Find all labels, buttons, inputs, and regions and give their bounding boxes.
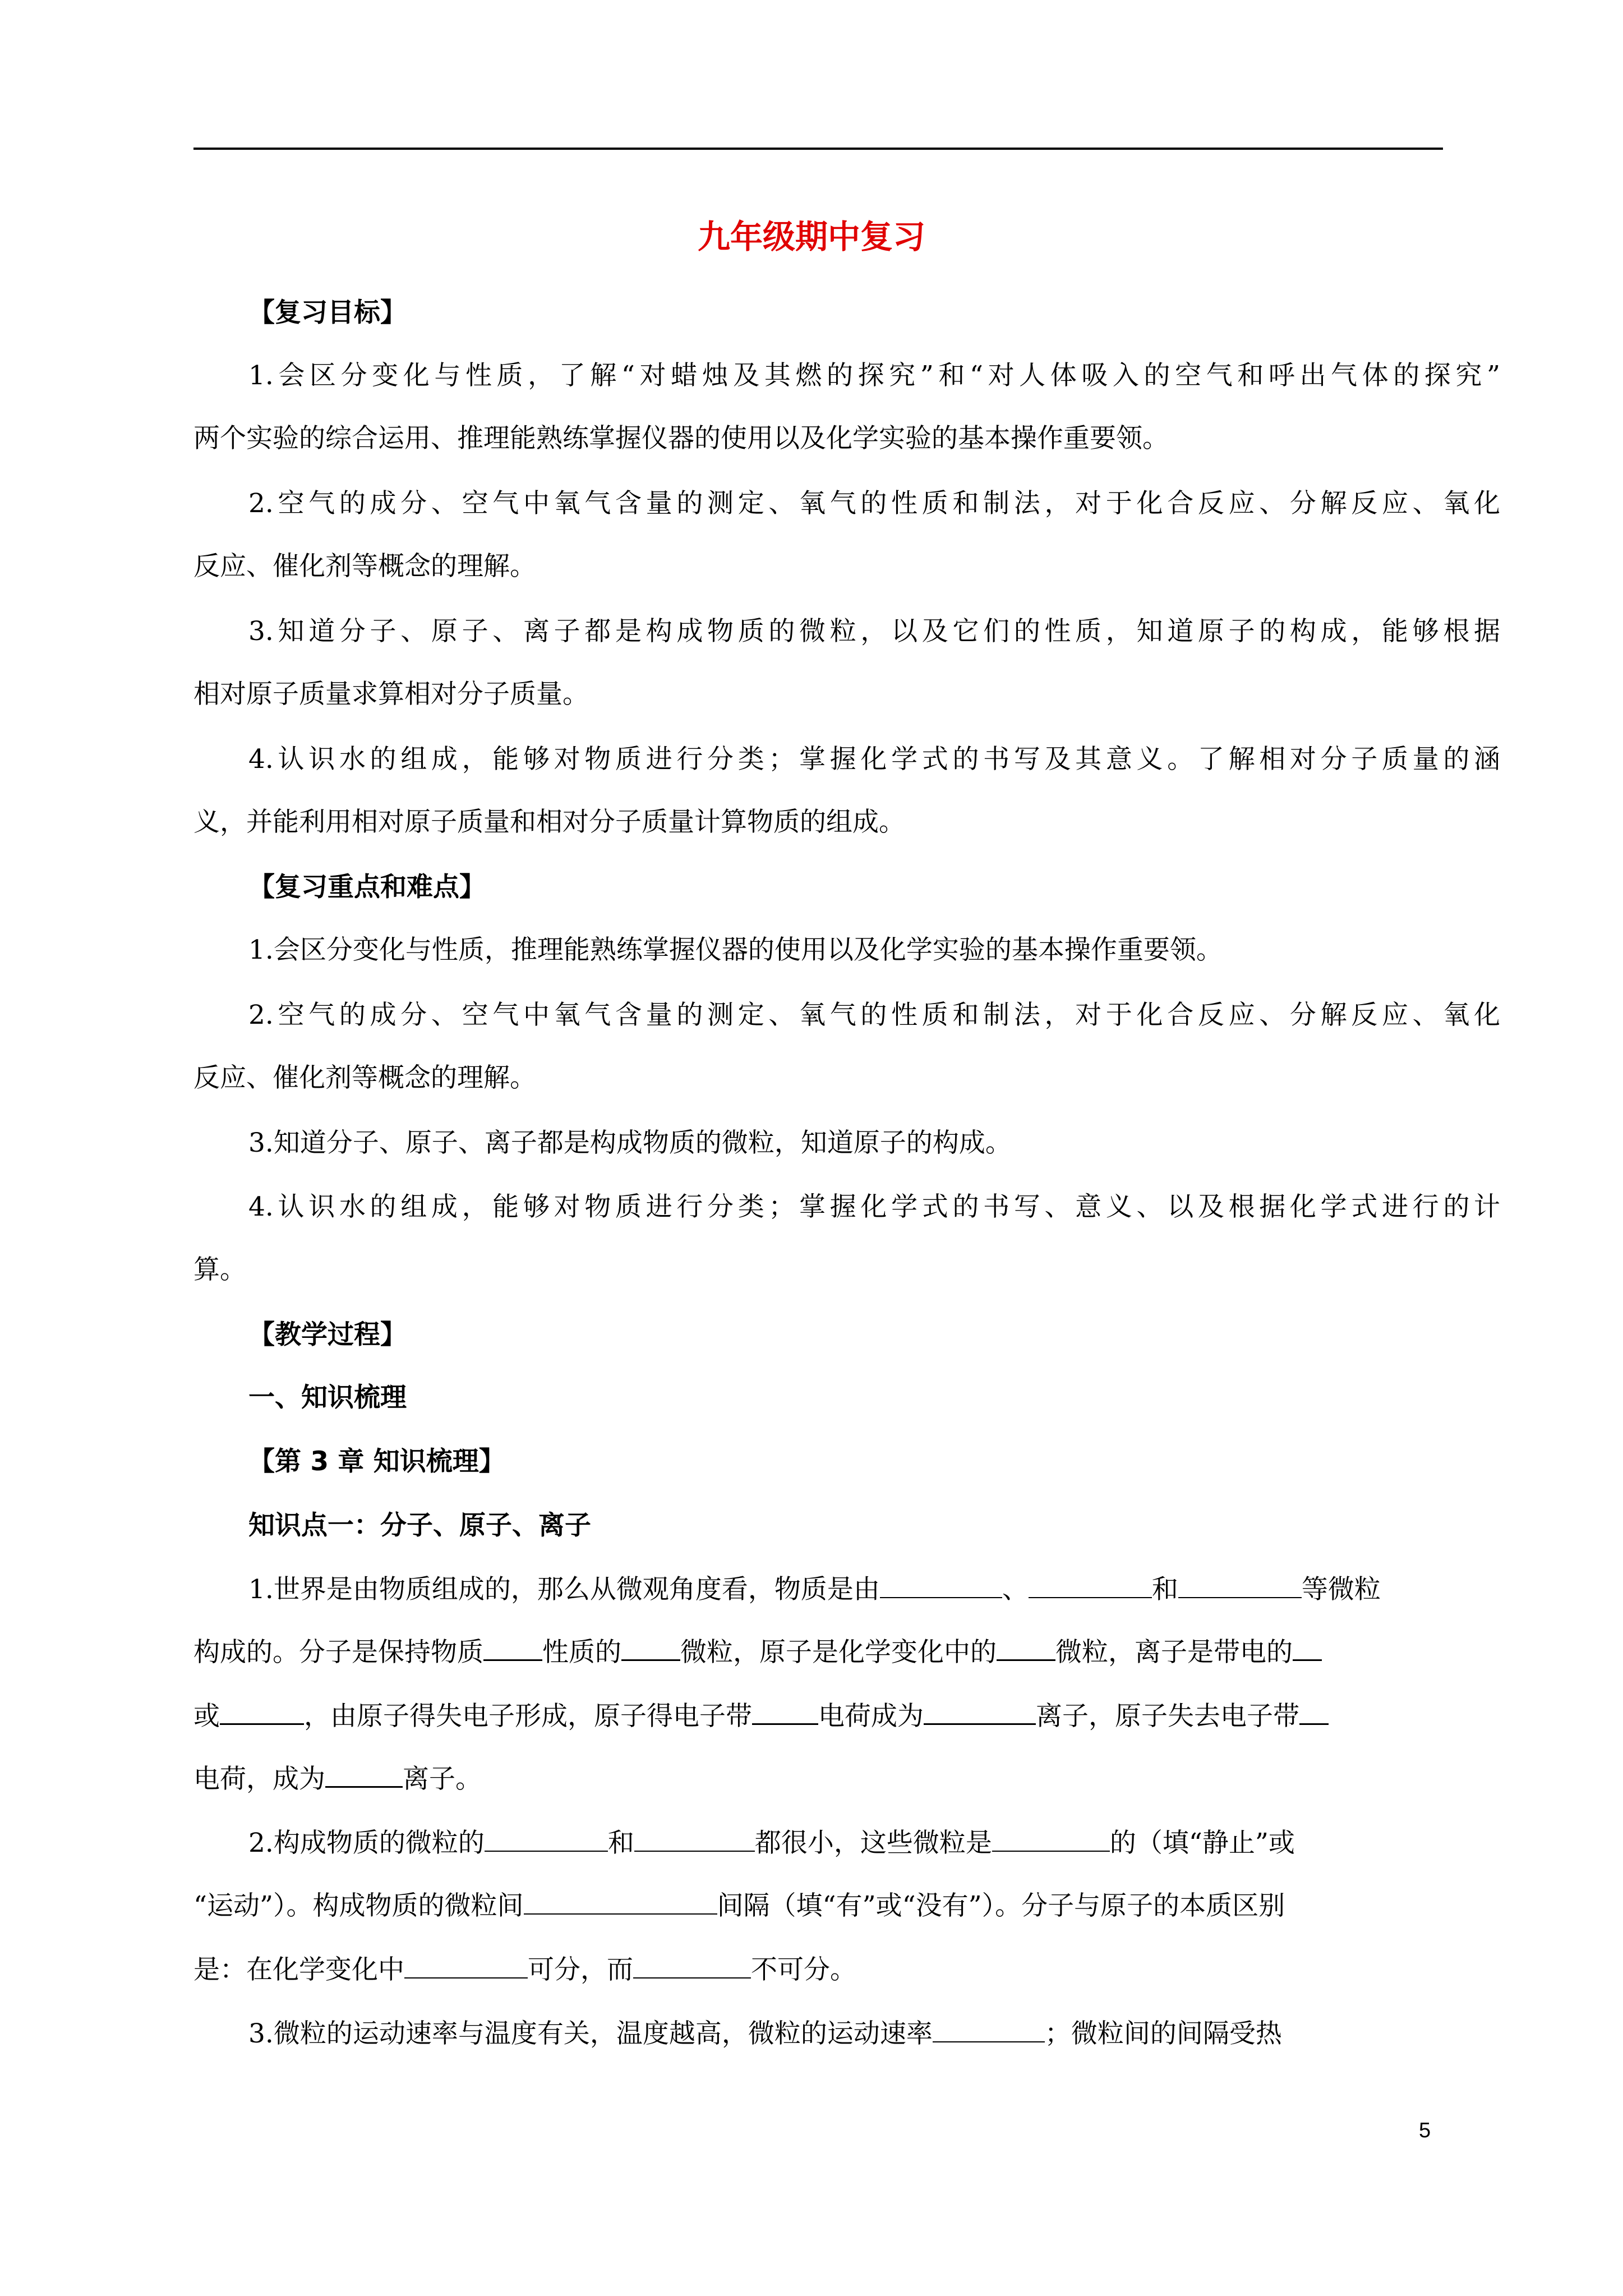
key-1: 1.会区分变化与性质，推理能熟练掌握仪器的使用以及化学实验的基本操作重要领。 [248,935,1223,965]
answer-blank [485,1850,608,1852]
goal-4-line-2: 义，并能利用相对原子质量和相对分子质量计算物质的组成。 [193,807,905,838]
key-2-line-1: 2.空气的成分、空气中氧气含量的测定、氧气的性质和制法，对于化合反应、分解反应、氧化 [248,1000,1500,1030]
part-heading: 一、知识梳理 [248,1382,407,1413]
answer-blank [404,1977,528,1978]
answer-blank [992,1850,1110,1852]
answer-blank [634,1850,755,1852]
goal-1-line-1: 1.会区分变化与性质，了解“对蜡烛及其燃的探究”和“对人体吸入的空气和呼出气体的探究” [248,360,1500,391]
answer-blank [1029,1596,1152,1598]
answer-blank [880,1596,1002,1598]
question-2-line-2: “运动”）。构成物质的微粒间 间隔（填“有”或“没有”）。分子与原子的本质区别 [193,1890,1285,1921]
key-4-line-1: 4.认识水的组成，能够对物质进行分类；掌握化学式的书写、意义、以及根据化学式进行的计 [248,1191,1500,1222]
question-1-line-2: 构成的。分子是保持物质 性质的 微粒，原子是化学变化中的 微粒，离子是带电的 [193,1630,1322,1675]
answer-blank [325,1786,403,1788]
answer-blank [1293,1659,1322,1661]
question-1-line-4: 电荷，成为 离子。 [193,1764,482,1795]
page-title: 九年级期中复习 [697,218,925,256]
answer-blank [1299,1723,1329,1725]
question-2-line-1: 2.构成物质的微粒的 和 都很小，这些微粒是 的（填“静止”或 [248,1828,1295,1858]
goal-3-line-1: 3.知道分子、原子、离子都是构成物质的微粒，以及它们的性质，知道原子的构成，能够根据 [248,616,1500,647]
key-4-line-2: 算。 [193,1254,246,1285]
header-rule [193,148,1443,150]
answer-blank [933,2041,1045,2042]
answer-blank [524,1913,717,1915]
page-number: 5 [1419,2119,1431,2142]
question-3-line-1: 3.微粒的运动速率与温度有关，温度越高，微粒的运动速率 ；微粒间的间隔受热 [248,2018,1282,2049]
key-2-line-2: 反应、催化剂等概念的理解。 [193,1062,536,1093]
goals-heading: 【复习目标】 [248,297,407,328]
answer-blank [621,1659,680,1661]
question-2-line-3: 是：在化学变化中 可分，而 不可分。 [193,1954,856,1985]
point-heading: 知识点一：分子、原子、离子 [248,1510,591,1541]
answer-blank [220,1723,304,1725]
goal-3-line-2: 相对原子质量求算相对分子质量。 [193,679,589,710]
chapter-heading: 【第 3 章 知识梳理】 [248,1446,505,1477]
process-heading: 【教学过程】 [248,1319,407,1350]
answer-blank [633,1977,751,1978]
goal-1-line-2: 两个实验的综合运用、推理能熟练掌握仪器的使用以及化学实验的基本操作重要领。 [193,423,1169,454]
question-1-line-1: 1.世界是由物质组成的，那么从微观角度看，物质是由 、 和 等微粒 [248,1574,1381,1605]
goal-4-line-1: 4.认识水的组成，能够对物质进行分类；掌握化学式的书写及其意义。了解相对分子质量的涵 [248,744,1500,775]
answer-blank [752,1723,818,1725]
answer-blank [1178,1596,1302,1598]
question-1-line-3: 或 ，由原子得失电子形成，原子得电子带 电荷成为 离子，原子失去电子带 [193,1694,1329,1739]
answer-blank [483,1659,542,1661]
answer-blank [997,1659,1055,1661]
key-3: 3.知道分子、原子、离子都是构成物质的微粒，知道原子的构成。 [248,1128,1012,1158]
goal-2-line-1: 2.空气的成分、空气中氧气含量的测定、氧气的性质和制法，对于化合反应、分解反应、氧化 [248,488,1500,519]
goal-2-line-2: 反应、催化剂等概念的理解。 [193,551,536,582]
key-heading: 【复习重点和难点】 [248,872,486,903]
answer-blank [924,1723,1036,1725]
